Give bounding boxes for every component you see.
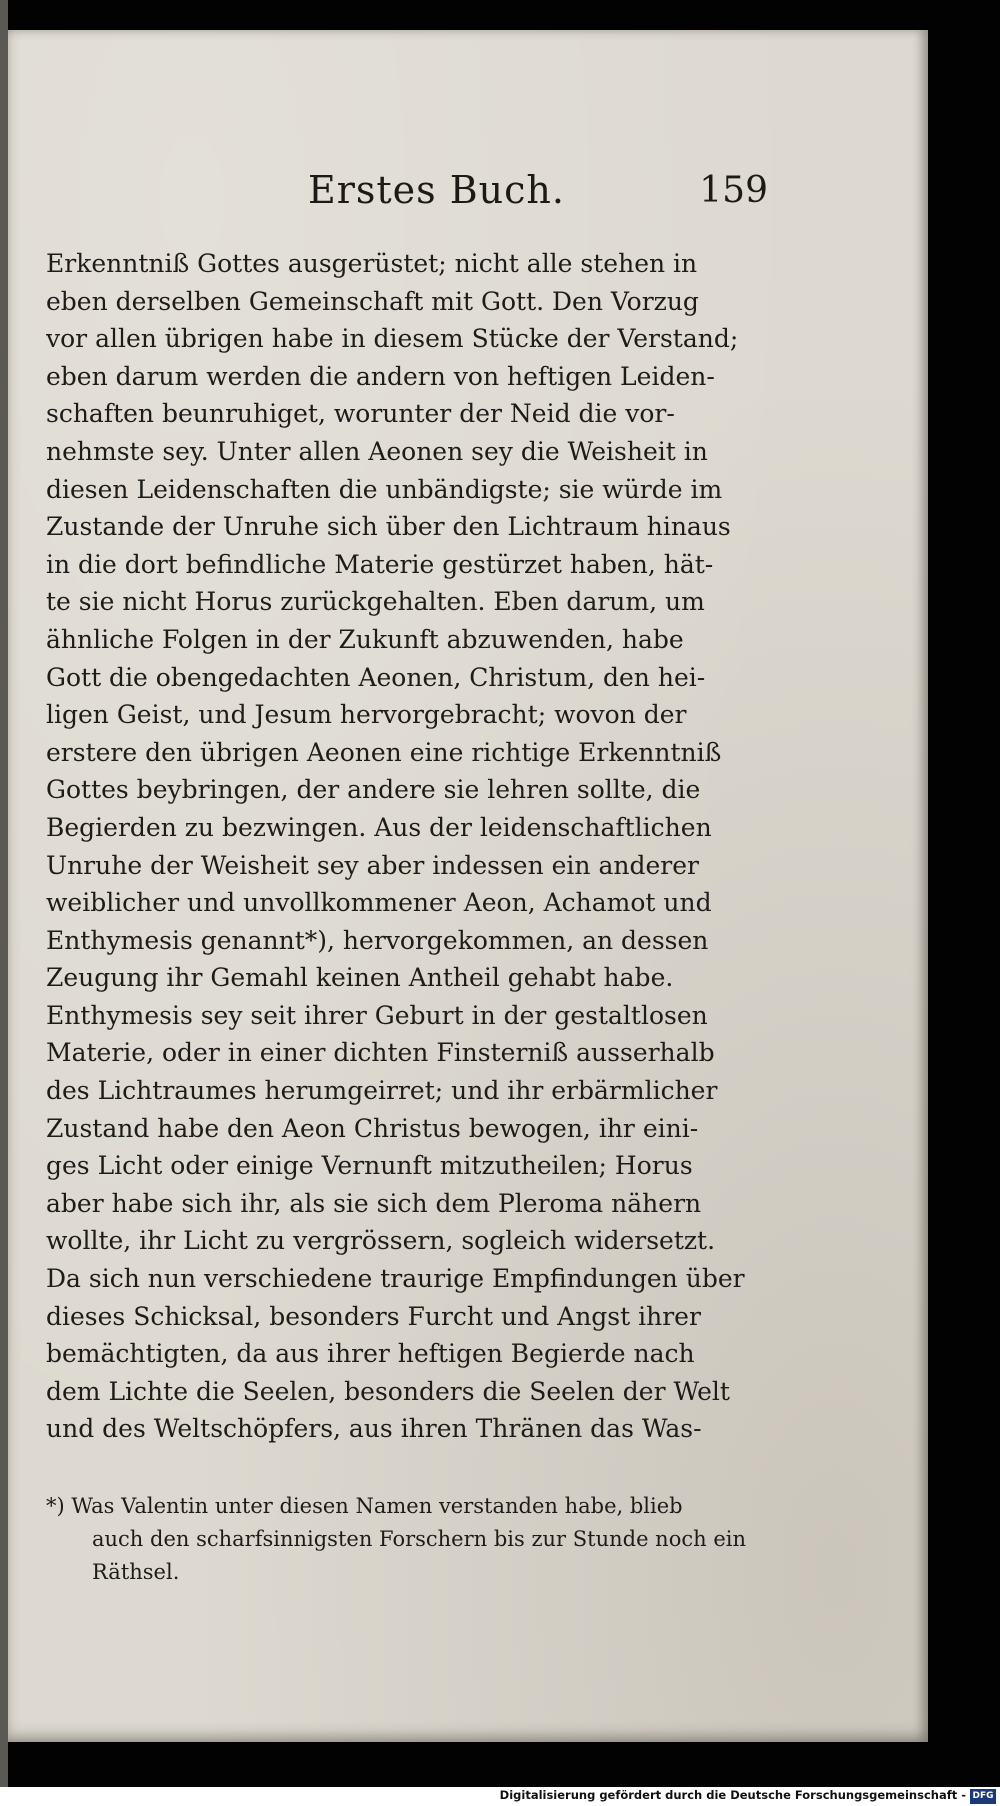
text-line: Enthymesis sey seit ihrer Geburt in der gestaltlosen bbox=[46, 1000, 708, 1030]
text-line: aber habe sich ihr, als sie sich dem Pleroma nähern bbox=[46, 1188, 702, 1218]
text-line: wollte, ihr Licht zu vergrössern, sogleich widersetzt. bbox=[46, 1226, 716, 1256]
text-line: diesen Leidenschaften die unbändigste; sie würde im bbox=[46, 474, 723, 504]
text-line: Enthymesis genannt*), hervorgekommen, an dessen bbox=[46, 925, 709, 955]
text-line: nehmste sey. Unter allen Aeonen sey die Weisheit in bbox=[46, 436, 708, 466]
text-line: Gottes beybringen, der andere sie lehren sollte, die bbox=[46, 775, 701, 805]
text-line: erstere den übrigen Aeonen eine richtige Erkenntniß bbox=[46, 737, 722, 767]
text-line: te sie nicht Horus zurückgehalten. Eben darum, um bbox=[46, 587, 705, 617]
text-line: eben darum werden die andern von heftigen Leiden- bbox=[46, 361, 715, 391]
text-line: Zeugung ihr Gemahl keinen Antheil gehabt habe. bbox=[46, 963, 674, 993]
footnote-line: *) Was Valentin unter diesen Namen verstanden habe, blieb bbox=[46, 1494, 683, 1518]
text-line: Erkenntniß Gottes ausgerüstet; nicht alle stehen in bbox=[46, 249, 698, 278]
footnote bbox=[46, 1490, 766, 1589]
text-line: schaften beunruhiget, worunter der Neid die vor- bbox=[46, 399, 675, 429]
text-line: Zustand habe den Aeon Christus bewogen, ihr eini- bbox=[46, 1113, 699, 1143]
footnote-line: auch den scharfsinnigsten Forschern bis zur Stunde noch ein bbox=[92, 1527, 746, 1551]
page-header bbox=[8, 158, 928, 218]
dfg-logo-icon: DFG bbox=[970, 1789, 996, 1804]
text-line: Zustande der Unruhe sich über den Lichtraum hinaus bbox=[46, 512, 731, 542]
text-line: Da sich nun verschiedene traurige Empfindungen über bbox=[46, 1264, 745, 1294]
text-line: Begierden zu bezwingen. Aus der leidenschaftlichen bbox=[46, 812, 712, 842]
text-line: Materie, oder in einer dichten Finsterniß ausserhalb bbox=[46, 1038, 715, 1068]
text-line: und des Weltschöpfers, aus ihren Thränen das Was- bbox=[46, 1414, 702, 1444]
text-line: Gott die obengedachten Aeonen, Christum, den hei- bbox=[46, 662, 706, 692]
text-line: des Lichtraumes herumgeirret; und ihr erbärmlicher bbox=[46, 1076, 718, 1106]
text-line: in die dort befindliche Materie gestürzet haben, hät- bbox=[46, 549, 714, 579]
footnote-line: Räthsel. bbox=[92, 1560, 180, 1584]
text-line: bemächtigten, da aus ihrer heftigen Begierde nach bbox=[46, 1339, 695, 1369]
body-text bbox=[46, 245, 766, 1448]
funding-credit-text: Digitalisierung gefördert durch die Deutsche Forschungsgemeinschaft - bbox=[499, 1788, 966, 1802]
text-line: ligen Geist, und Jesum hervorgebracht; wovon der bbox=[46, 700, 687, 730]
text-line: eben derselben Gemeinschaft mit Gott. Den Vorzug bbox=[46, 286, 699, 316]
text-line: ähnliche Folgen in der Zukunft abzuwenden, habe bbox=[46, 624, 684, 654]
text-line: dieses Schicksal, besonders Furcht und Angst ihrer bbox=[46, 1301, 701, 1331]
text-line: dem Lichte die Seelen, besonders die Seelen der Welt bbox=[46, 1376, 730, 1406]
scan-left-edge bbox=[0, 0, 8, 1806]
text-line: ges Licht oder einige Vernunft mitzutheilen; Horus bbox=[46, 1151, 693, 1181]
book-page bbox=[8, 30, 928, 1742]
text-line: weiblicher und unvollkommener Aeon, Achamot und bbox=[46, 888, 712, 918]
running-head: Erstes Buch. bbox=[308, 168, 565, 212]
funding-credit-bar bbox=[0, 1787, 1000, 1806]
text-line: vor allen übrigen habe in diesem Stücke der Verstand; bbox=[46, 324, 739, 354]
page-number: 159 bbox=[699, 170, 768, 211]
text-line: Unruhe der Weisheit sey aber indessen ein anderer bbox=[46, 850, 699, 880]
